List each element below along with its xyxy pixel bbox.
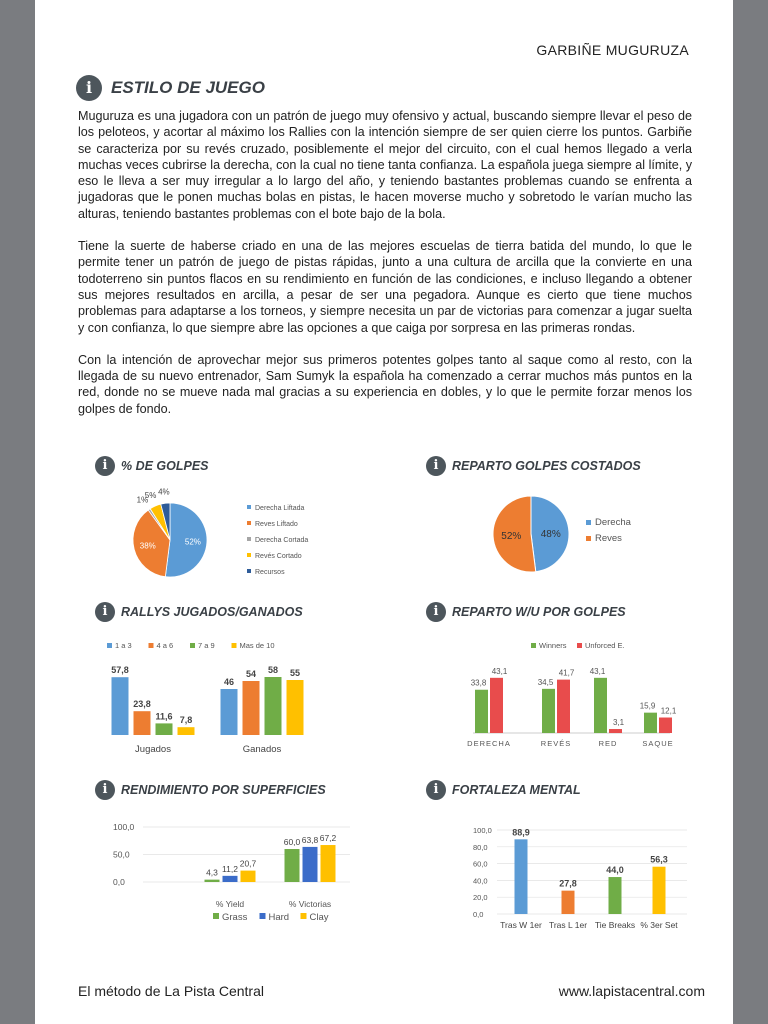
legend-label: Revés Cortado [255, 553, 302, 560]
bar [221, 689, 238, 735]
bar [557, 680, 570, 733]
bar-data-label: 11,6 [155, 711, 173, 722]
bar-data-label: 46 [223, 677, 235, 687]
legend-swatch [247, 553, 251, 557]
y-tick-label: 100,0 [473, 826, 492, 835]
bar [156, 723, 173, 735]
bar [562, 891, 575, 914]
bar [178, 727, 195, 735]
chart-title-rallys [95, 602, 303, 622]
bar-chart-mental [425, 816, 678, 938]
y-tick-label: 40,0 [473, 876, 488, 886]
category-label: REVÉS [540, 739, 572, 748]
category-label: % Victorias [288, 899, 332, 909]
section-heading [76, 75, 265, 101]
bar-data-label: 27,8 [559, 878, 577, 889]
pie-data-label: 52% [184, 537, 201, 547]
legend-label: Recursos [255, 569, 285, 576]
info-icon: i [95, 602, 115, 622]
bar-data-label: 3,1 [612, 718, 625, 728]
bar-data-label: 20,7 [239, 858, 257, 869]
section-title: ESTILO DE JUEGO [111, 78, 265, 97]
legend-swatch [586, 520, 591, 525]
bar [205, 880, 220, 882]
y-tick-label: 80,0 [473, 842, 488, 852]
bar-data-label: 11,2 [222, 863, 238, 874]
y-tick-label: 20,0 [473, 893, 488, 903]
pie-chart-golpes [95, 478, 325, 588]
chart-title-text: RALLYS JUGADOS/GANADOS [121, 605, 303, 619]
pie-data-label: 52% [501, 531, 522, 543]
info-icon: i [426, 456, 446, 476]
bar-data-label: 7,8 [179, 715, 193, 726]
legend-swatch [247, 569, 251, 573]
bar-chart-wu [437, 636, 677, 754]
chart-title-wu [426, 602, 626, 622]
bar [134, 711, 151, 735]
legend-label: Reves Liftado [255, 521, 298, 528]
bar [285, 849, 300, 882]
paragraph: Con la intención de aprovechar mejor sus primeros potentes golpes tanto al saque como al resto, con la llegada de su nuevo entrenador, Sam Sumyk la española ha comenzado a cerrar muchos más puntos en la red, donde no se mueve nada mal gracias a su experiencia en dobles, y lo que le permite forzar menos los golpes de fondo. [78, 352, 692, 416]
chart-title-costados [426, 456, 641, 476]
legend-swatch [577, 643, 582, 648]
legend-swatch [107, 643, 112, 648]
info-icon: i [95, 780, 115, 800]
y-tick-label: 100,0 [113, 822, 135, 832]
legend-label: Derecha Liftada [255, 505, 305, 512]
bar-chart-rallys [105, 636, 325, 762]
legend-swatch [247, 537, 251, 541]
category-label: SAQUE [642, 739, 674, 748]
bar-data-label: 57,8 [111, 665, 129, 676]
bar [223, 876, 238, 882]
bar-data-label: 34,5 [537, 677, 554, 687]
bar [653, 867, 666, 914]
legend-swatch [213, 913, 219, 919]
paragraph: Muguruza es una jugadora con un patrón de juego muy ofensivo y actual, buscando siempre llevar el peso de los peloteos, y acortar al máximo los Rallies con la intención siempre de ser quien cierre los puntos. Garbiñe se caracteriza por su revés cruzado, posiblemente el mejor del circuito, con el cual hemos llegado a verla muchas veces cubrirse la derecha, con la cual no tiene tanta confianza. La española juega siempre al límite, y eso le lleva a ser muy irregular a lo largo del año, y teniendo bastantes problemas cuando se enfrenta a jugadoras que le ponen muchas bolas en pistas, le hacen moverse mucho y sobretodo le varían mucho las alturas, teniendo bastantes problemas con el bote bajo de la bola. [78, 109, 692, 221]
bar-data-label: 4,3 [206, 867, 218, 878]
legend-swatch [232, 643, 237, 648]
pie-data-label: 48% [540, 528, 561, 540]
category-label: % 3er Set [640, 920, 678, 930]
legend-label: 1 a 3 [115, 641, 132, 650]
body-text [78, 108, 692, 433]
legend-swatch [190, 643, 195, 648]
bar-data-label: 67,2 [319, 833, 337, 844]
bar [609, 729, 622, 733]
document-page [35, 0, 733, 1024]
footer-method: El método de La Pista Central [78, 983, 264, 999]
bar [265, 677, 282, 735]
legend-swatch [531, 643, 536, 648]
bar [542, 689, 555, 733]
legend-swatch [247, 505, 251, 509]
legend-label: Reves [595, 533, 622, 544]
y-tick-label: 50,0 [113, 849, 130, 860]
info-icon: i [76, 75, 102, 101]
bar [287, 680, 304, 735]
bar [303, 847, 318, 882]
chart-title-mental [426, 780, 581, 800]
category-label: RED [598, 739, 618, 748]
legend-swatch [301, 913, 307, 919]
bar [594, 678, 607, 733]
category-label: Jugados [135, 744, 171, 755]
paragraph: Tiene la suerte de haberse criado en una de las mejores escuelas de tierra batida del mundo, lo que le permite tener un patrón de juego de pistas rápidas, junto a una cultura de arcilla que la convierte en una todoterreno sin puntos flacos en su rendimiento en función de las condiciones, e incluso llegando a obtener sus mejores resultados en arcilla, a pesar de ser una pegadora. Aunque es cierto que tiene muchos problemas para adaptarse a los torneos, y siempre necesita un par de victorias para comenzar a jugar suelta y con confianza, lo que siempre abre las opciones a que caiga por sorpresa en las primeras rondas. [78, 239, 692, 335]
chart-title-superficies [95, 780, 326, 800]
bar-data-label: 56,3 [650, 854, 668, 865]
legend-swatch [586, 536, 591, 541]
info-icon: i [95, 456, 115, 476]
category-label: DERECHA [467, 739, 511, 748]
category-label: Tras L 1er [548, 920, 588, 930]
bar-data-label: 58 [267, 665, 279, 675]
legend-label: Derecha Cortada [255, 537, 309, 544]
legend-label: Derecha [595, 517, 631, 528]
bar-data-label: 63,8 [301, 834, 319, 845]
bar [644, 713, 657, 733]
bar [475, 690, 488, 733]
player-name-header: GARBIÑE MUGURUZA [536, 42, 689, 58]
y-tick-label: 0,0 [113, 877, 125, 887]
bar-data-label: 23,8 [133, 699, 151, 710]
chart-title-golpes [95, 456, 209, 476]
pie-chart-costados [445, 486, 665, 582]
info-icon: i [426, 780, 446, 800]
bar-data-label: 43,1 [589, 666, 606, 676]
info-icon: i [426, 602, 446, 622]
chart-title-text: % DE GOLPES [121, 459, 209, 473]
pie-data-label: 1% [136, 495, 149, 505]
bar [609, 877, 622, 914]
pie-data-label: 5% [144, 491, 157, 501]
bar [659, 718, 672, 733]
bar-data-label: 15,9 [639, 701, 656, 711]
y-tick-label: 0,0 [473, 910, 484, 919]
pie-data-label: 4% [158, 487, 170, 497]
legend-label: Grass [222, 912, 248, 923]
bar-chart-superficies [105, 816, 335, 928]
legend-label: Winners [539, 641, 567, 650]
bar-data-label: 60,0 [283, 837, 301, 847]
bar-data-label: 55 [289, 668, 301, 678]
pie-data-label: 38% [139, 541, 156, 551]
legend-swatch [247, 521, 251, 525]
bar-data-label: 33,8 [470, 678, 487, 688]
bar [321, 845, 336, 882]
bar-data-label: 12,1 [660, 706, 677, 716]
footer-url: www.lapistacentral.com [558, 983, 705, 999]
chart-title-text: FORTALEZA MENTAL [452, 783, 581, 797]
category-label: Tras W 1er [500, 920, 542, 930]
category-label: Tie Breaks [594, 920, 636, 930]
bar-data-label: 41,7 [558, 668, 575, 678]
chart-title-text: REPARTO W/U POR GOLPES [452, 605, 626, 619]
legend-label: Mas de 10 [239, 641, 275, 650]
chart-title-text: REPARTO GOLPES COSTADOS [452, 459, 641, 473]
chart-title-text: RENDIMIENTO POR SUPERFICIES [121, 783, 326, 797]
legend-swatch [260, 913, 266, 919]
bar [112, 677, 129, 735]
category-label: % Yield [215, 899, 245, 909]
category-label: Ganados [242, 744, 282, 755]
legend-swatch [149, 643, 154, 648]
bar-data-label: 43,1 [491, 666, 508, 676]
legend-label: Unforced E. [585, 641, 625, 650]
legend-label: Hard [268, 912, 290, 923]
bar-data-label: 88,9 [512, 827, 530, 838]
bar [243, 681, 260, 735]
legend-label: Clay [309, 912, 329, 923]
bar [515, 839, 528, 914]
legend-label: 7 a 9 [198, 641, 215, 650]
bar [490, 678, 503, 733]
bar-data-label: 54 [245, 669, 257, 679]
bar-data-label: 44,0 [606, 865, 624, 876]
y-tick-label: 60,0 [473, 859, 488, 869]
bar [241, 871, 256, 882]
legend-label: 4 a 6 [156, 641, 174, 650]
